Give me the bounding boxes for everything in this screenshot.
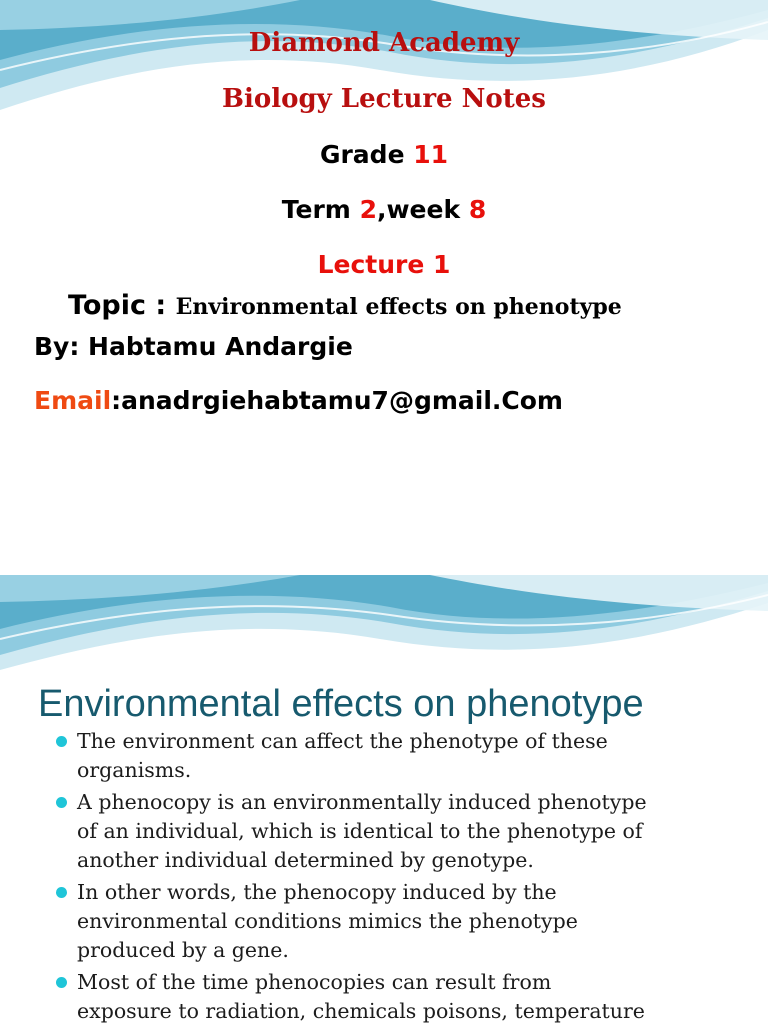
- bullet-item: [56, 878, 756, 965]
- bullet-list: [56, 727, 756, 1024]
- bullet-dot-icon: [56, 736, 67, 747]
- bullet-line: exposure to radiation, chemicals poisons, temperature: [77, 999, 645, 1023]
- bullet-dot-icon: [56, 977, 67, 988]
- week-value: 8: [468, 195, 487, 224]
- week-label: ,week: [376, 195, 469, 224]
- bullet-line: produced by a gene.: [77, 938, 289, 962]
- bullet-line: The environment can affect the phenotype of these: [77, 729, 608, 753]
- grade-label: Grade: [319, 140, 414, 169]
- bullet-line: environmental conditions mimics the phenotype: [77, 909, 578, 933]
- bullet-line: organisms.: [77, 758, 192, 782]
- bullet-dot-icon: [56, 797, 67, 808]
- slide-title: Environmental effects on phenotype: [38, 683, 644, 725]
- email-label: Email: [34, 386, 112, 415]
- bullet-dot-icon: [56, 887, 67, 898]
- topic-line: [68, 290, 622, 321]
- email-line: [34, 386, 563, 415]
- bullet-item: [56, 727, 756, 785]
- bullet-line: of an individual, which is identical to the phenotype of: [77, 819, 643, 843]
- term-week-line: [0, 195, 768, 224]
- email-address: :anadrgiehabtamu7@gmail.Com: [111, 386, 563, 415]
- grade-value: 11: [413, 140, 449, 169]
- content-slide: [0, 575, 768, 1024]
- bullet-item: [56, 968, 756, 1024]
- bullet-line: Most of the time phenocopies can result from: [77, 970, 552, 994]
- subject-title: Biology Lecture Notes: [222, 84, 546, 114]
- grade-line: [0, 140, 768, 169]
- bullet-item: [56, 788, 756, 875]
- term-value: 2: [359, 195, 377, 224]
- topic-value: Environmental effects on phenotype: [175, 294, 622, 320]
- lecture-number: Lecture 1: [317, 250, 451, 279]
- bullet-line: A phenocopy is an environmentally induced phenotype: [77, 790, 647, 814]
- term-label: Term: [281, 195, 360, 224]
- author-line: By: Habtamu Andargie: [34, 332, 353, 361]
- school-name: Diamond Academy: [248, 28, 520, 58]
- bullet-line: In other words, the phenocopy induced by the: [77, 880, 557, 904]
- wave-banner-decoration: [0, 575, 768, 670]
- bullet-line: another individual determined by genotype.: [77, 848, 534, 872]
- topic-label: Topic :: [68, 290, 176, 321]
